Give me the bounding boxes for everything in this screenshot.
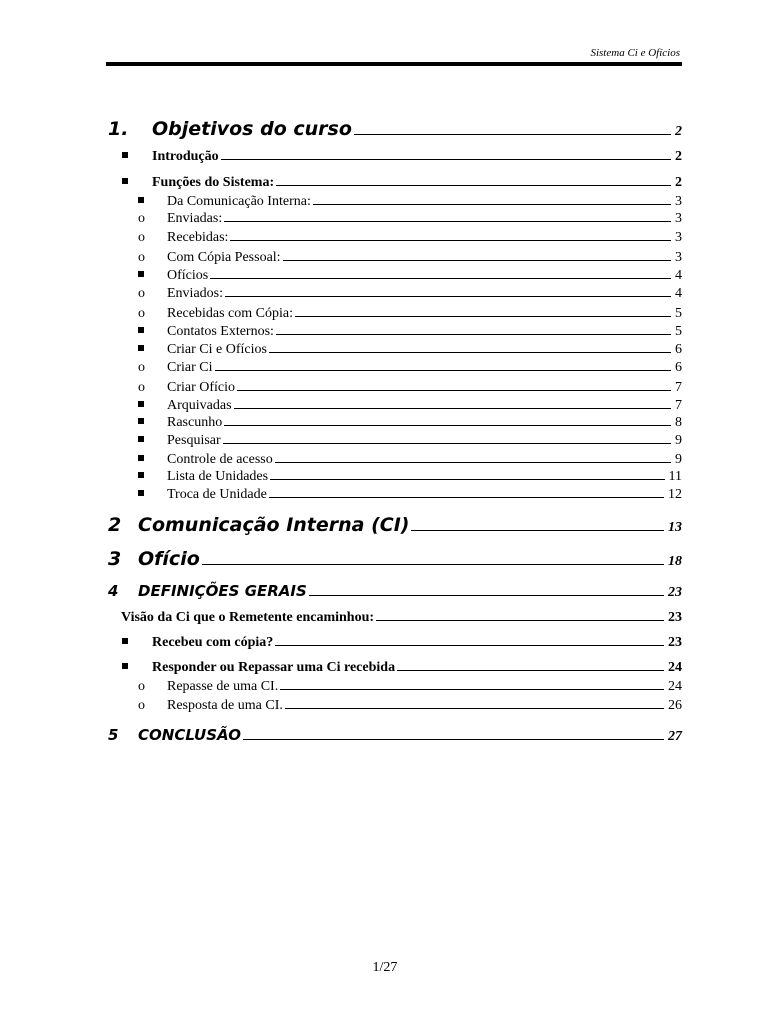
toc-entry[interactable] bbox=[0, 660, 682, 676]
toc-leader bbox=[210, 278, 671, 279]
toc-marker bbox=[138, 268, 144, 284]
circle-bullet-icon: o bbox=[138, 286, 145, 301]
toc-leader bbox=[215, 370, 672, 371]
toc-leader bbox=[285, 708, 664, 709]
toc-marker bbox=[138, 452, 144, 468]
toc-title: Criar Ofício bbox=[167, 380, 236, 395]
toc-entry[interactable] bbox=[0, 230, 682, 246]
toc-entry[interactable] bbox=[0, 194, 682, 210]
toc-leader bbox=[202, 564, 664, 565]
toc-entry[interactable] bbox=[0, 514, 682, 536]
toc-marker: 5 bbox=[108, 726, 119, 744]
toc-page-number: 3 bbox=[675, 211, 682, 226]
toc-leader bbox=[397, 670, 664, 671]
toc-title: Recebeu com cópia? bbox=[152, 635, 274, 650]
toc-title: Resposta de uma CI. bbox=[167, 698, 283, 713]
square-bullet-icon bbox=[138, 455, 144, 461]
toc-leader bbox=[313, 204, 671, 205]
toc-entry[interactable] bbox=[0, 175, 682, 191]
toc-title: Pesquisar bbox=[167, 433, 221, 448]
toc-page-number: 4 bbox=[675, 286, 682, 301]
toc-entry[interactable] bbox=[0, 380, 682, 396]
toc-leader bbox=[309, 595, 664, 596]
toc-page-number: 2 bbox=[675, 124, 682, 139]
toc-leader bbox=[230, 240, 671, 241]
toc-leader bbox=[270, 479, 664, 480]
toc-marker bbox=[122, 149, 128, 165]
toc-entry[interactable] bbox=[0, 548, 682, 570]
toc-page-number: 7 bbox=[675, 398, 682, 413]
square-bullet-icon bbox=[122, 663, 128, 669]
circle-bullet-icon: o bbox=[138, 211, 145, 226]
toc-leader bbox=[275, 645, 664, 646]
toc-title: CONCLUSÃO bbox=[138, 726, 241, 744]
toc-leader bbox=[276, 185, 671, 186]
toc-page-number: 6 bbox=[675, 342, 682, 357]
toc-leader bbox=[269, 497, 664, 498]
toc-page-number: 5 bbox=[675, 324, 682, 339]
toc-leader bbox=[243, 739, 664, 740]
circle-bullet-icon: o bbox=[138, 698, 145, 713]
toc-entry[interactable] bbox=[0, 679, 682, 695]
toc-leader bbox=[295, 316, 671, 317]
toc-marker bbox=[138, 415, 144, 431]
square-bullet-icon bbox=[138, 327, 144, 333]
toc-leader bbox=[411, 530, 664, 531]
toc-leader bbox=[354, 134, 671, 135]
toc-entry[interactable] bbox=[0, 149, 682, 165]
toc-title: Recebidas: bbox=[167, 230, 229, 245]
toc-marker bbox=[138, 342, 144, 358]
toc-page-number: 13 bbox=[668, 520, 682, 535]
toc-leader bbox=[283, 260, 671, 261]
toc-page-number: 12 bbox=[668, 487, 682, 502]
toc-page-number: 8 bbox=[675, 415, 682, 430]
toc-page-number: 3 bbox=[675, 250, 682, 265]
toc-leader bbox=[269, 352, 671, 353]
toc-leader bbox=[237, 390, 671, 391]
toc-page-number: 2 bbox=[675, 175, 682, 190]
toc-entry[interactable] bbox=[0, 342, 682, 358]
square-bullet-icon bbox=[122, 152, 128, 158]
toc-leader bbox=[224, 425, 671, 426]
toc-title: Ofício bbox=[138, 548, 200, 570]
toc-page-number: 3 bbox=[675, 194, 682, 209]
toc-page-number: 24 bbox=[668, 660, 682, 675]
toc-page-number: 23 bbox=[668, 585, 682, 600]
toc-entry[interactable] bbox=[0, 698, 682, 714]
toc-entry[interactable] bbox=[0, 360, 682, 376]
circle-bullet-icon: o bbox=[138, 360, 145, 375]
toc-page-number: 24 bbox=[668, 679, 682, 694]
page-number: 1/27 bbox=[372, 960, 398, 975]
square-bullet-icon bbox=[138, 197, 144, 203]
toc-marker bbox=[138, 469, 144, 485]
square-bullet-icon bbox=[138, 418, 144, 424]
toc-page-number: 5 bbox=[675, 306, 682, 321]
toc-entry[interactable] bbox=[0, 398, 682, 414]
toc-title: Recebidas com Cópia: bbox=[167, 306, 293, 321]
toc-marker: 3 bbox=[108, 548, 122, 570]
toc-entry[interactable] bbox=[0, 306, 682, 322]
toc-title: Visão da Ci que o Remetente encaminhou: bbox=[121, 610, 375, 625]
toc-title: Enviados: bbox=[167, 286, 223, 301]
toc-title: DEFINIÇÕES GERAIS bbox=[138, 582, 307, 600]
toc-title: Lista de Unidades bbox=[167, 469, 269, 484]
toc-entry[interactable] bbox=[0, 610, 682, 626]
toc-leader bbox=[223, 443, 671, 444]
circle-bullet-icon: o bbox=[138, 679, 145, 694]
toc-title: Enviadas: bbox=[167, 211, 223, 226]
toc-title: Arquivadas bbox=[167, 398, 232, 413]
toc-page-number: 26 bbox=[668, 698, 682, 713]
toc-marker bbox=[122, 635, 128, 651]
toc-title: Contatos Externos: bbox=[167, 324, 274, 339]
toc-page-number: 9 bbox=[675, 452, 682, 467]
toc-page-number: 27 bbox=[668, 729, 682, 744]
toc-entry[interactable] bbox=[0, 324, 682, 340]
toc-page-number: 23 bbox=[668, 610, 682, 625]
toc-page-number: 18 bbox=[668, 554, 682, 569]
square-bullet-icon bbox=[122, 178, 128, 184]
toc-title: Responder ou Repassar uma Ci recebida bbox=[152, 660, 396, 675]
toc-entry[interactable] bbox=[0, 118, 682, 140]
toc-leader bbox=[275, 462, 671, 463]
toc-entry[interactable] bbox=[0, 268, 682, 284]
toc-marker: 4 bbox=[108, 582, 119, 600]
toc-marker bbox=[122, 660, 128, 676]
toc-leader bbox=[225, 296, 671, 297]
toc-entry[interactable] bbox=[0, 726, 682, 745]
square-bullet-icon bbox=[138, 401, 144, 407]
circle-bullet-icon: o bbox=[138, 306, 145, 321]
toc-entry[interactable] bbox=[0, 635, 682, 651]
square-bullet-icon bbox=[138, 345, 144, 351]
toc-marker bbox=[138, 324, 144, 340]
toc-leader bbox=[234, 408, 671, 409]
toc-marker: 1. bbox=[108, 118, 129, 140]
toc-entry[interactable] bbox=[0, 250, 682, 266]
toc-marker bbox=[138, 433, 144, 449]
toc-title: Funções do Sistema: bbox=[152, 175, 275, 190]
toc-page-number: 2 bbox=[675, 149, 682, 164]
toc-title: Troca de Unidade bbox=[167, 487, 267, 502]
toc-page-number: 3 bbox=[675, 230, 682, 245]
toc-title: Rascunho bbox=[167, 415, 223, 430]
circle-bullet-icon: o bbox=[138, 250, 145, 265]
toc-entry[interactable] bbox=[0, 415, 682, 431]
toc-entry[interactable] bbox=[0, 433, 682, 449]
square-bullet-icon bbox=[122, 638, 128, 644]
toc-title: Repasse de uma CI. bbox=[167, 679, 279, 694]
square-bullet-icon bbox=[138, 490, 144, 496]
toc-entry[interactable] bbox=[0, 211, 682, 227]
toc-leader bbox=[376, 620, 664, 621]
circle-bullet-icon: o bbox=[138, 230, 145, 245]
toc-page-number: 6 bbox=[675, 360, 682, 375]
square-bullet-icon bbox=[138, 436, 144, 442]
toc-entry[interactable] bbox=[0, 487, 682, 503]
toc-marker bbox=[122, 175, 128, 191]
toc-title: Introdução bbox=[152, 149, 219, 164]
toc-entry[interactable] bbox=[0, 469, 682, 485]
toc-title: Da Comunicação Interna: bbox=[167, 194, 311, 209]
toc-title: Criar Ci bbox=[167, 360, 213, 375]
toc-marker bbox=[138, 194, 144, 210]
toc-entry[interactable] bbox=[0, 452, 682, 468]
square-bullet-icon bbox=[138, 271, 144, 277]
toc-title: Comunicação Interna (CI) bbox=[138, 514, 410, 536]
running-header: Sistema Ci e Ofícios bbox=[590, 47, 680, 59]
toc-marker bbox=[138, 487, 144, 503]
toc-page-number: 7 bbox=[675, 380, 682, 395]
toc-entry[interactable] bbox=[0, 582, 682, 601]
toc-page-number: 23 bbox=[668, 635, 682, 650]
toc-page-number: 9 bbox=[675, 433, 682, 448]
toc-page-number: 11 bbox=[668, 469, 682, 484]
toc-page-number: 4 bbox=[675, 268, 682, 283]
header-rule bbox=[106, 62, 682, 66]
toc-title: Controle de acesso bbox=[167, 452, 273, 467]
toc-marker bbox=[138, 398, 144, 414]
toc-leader bbox=[221, 159, 671, 160]
toc-marker: 2 bbox=[108, 514, 122, 536]
circle-bullet-icon: o bbox=[138, 380, 145, 395]
toc-title: Criar Ci e Ofícios bbox=[167, 342, 267, 357]
toc-leader bbox=[276, 334, 671, 335]
toc-entry[interactable] bbox=[0, 286, 682, 302]
toc-leader bbox=[280, 689, 664, 690]
toc-title: Ofícios bbox=[167, 268, 209, 283]
toc-title: Objetivos do curso bbox=[152, 118, 352, 140]
toc-title: Com Cópia Pessoal: bbox=[167, 250, 281, 265]
toc-leader bbox=[224, 221, 671, 222]
square-bullet-icon bbox=[138, 472, 144, 478]
